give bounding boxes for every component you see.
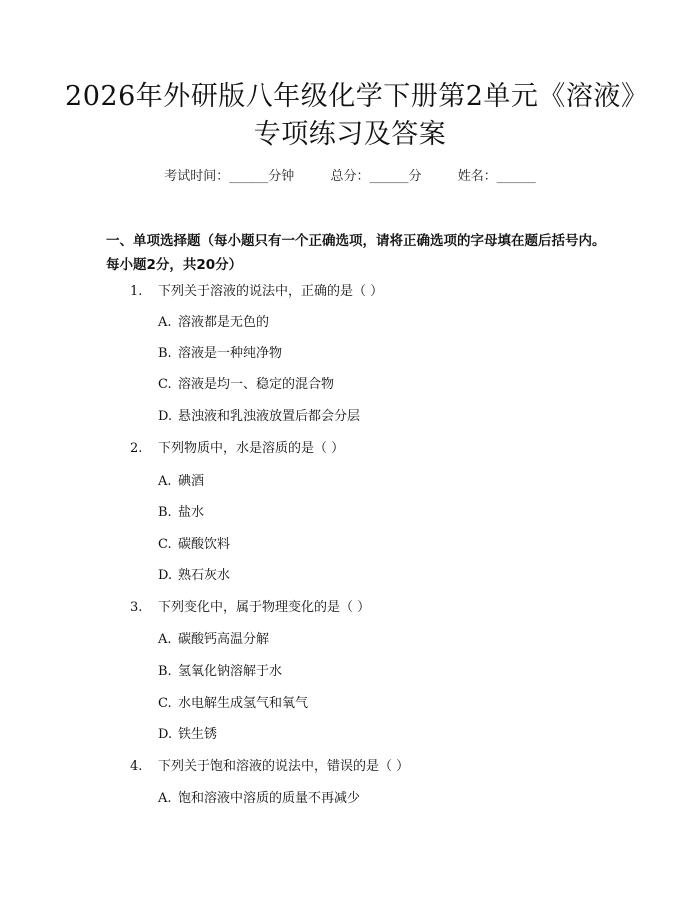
question-number: 2. — [130, 441, 143, 456]
question-3-option-a — [158, 630, 269, 650]
option-letter: C. — [158, 537, 172, 552]
section-title: 一、单项选择题（每小题只有一个正确选项，请将正确选项的字母填在题后括号内。每小题2分，共20分） — [106, 233, 606, 273]
question-number: 3. — [130, 600, 143, 615]
option-text: 碳酸钙高温分解 — [178, 632, 270, 647]
exam-time-label: 考试时间：______分钟 — [164, 169, 295, 184]
question-stem: 下列变化中，属于物理变化的是（ ） — [158, 600, 371, 615]
question-stem: 下列物质中，水是溶质的是（ ） — [158, 441, 345, 456]
option-letter: D. — [158, 409, 173, 424]
question-1-option-d — [158, 407, 360, 427]
option-text: 饱和溶液中溶质的质量不再减少 — [178, 791, 361, 806]
option-text: 溶液是一种纯净物 — [178, 346, 283, 361]
question-stem: 下列关于饱和溶液的说法中，错误的是（ ） — [158, 759, 410, 774]
option-letter: B. — [158, 346, 172, 361]
option-letter: D. — [158, 568, 173, 583]
question-number: 1. — [130, 284, 143, 299]
option-text: 碘酒 — [178, 474, 205, 489]
document-title: 2026年外研版八年级化学下册第2单元《溶液》专项练习及答案 — [65, 81, 635, 150]
option-letter: D. — [158, 727, 173, 742]
option-letter: A. — [158, 632, 172, 647]
question-2-option-b — [158, 503, 204, 523]
option-text: 碳酸饮料 — [178, 537, 231, 552]
question-4 — [130, 757, 409, 777]
question-3-option-c — [158, 694, 308, 714]
option-letter: A. — [158, 315, 172, 330]
question-1-option-a — [158, 313, 269, 333]
option-text: 悬浊液和乳浊液放置后都会分层 — [178, 409, 361, 424]
total-score-label: 总分：______分 — [330, 169, 422, 184]
option-letter: C. — [158, 696, 172, 711]
question-3 — [130, 598, 370, 618]
option-text: 氢氧化钠溶解于水 — [178, 664, 283, 679]
option-letter: C. — [158, 377, 172, 392]
question-3-option-d — [158, 725, 217, 745]
question-3-option-b — [158, 662, 282, 682]
question-2 — [130, 439, 344, 459]
option-text: 溶液是均一、稳定的混合物 — [178, 377, 335, 392]
option-text: 盐水 — [178, 505, 205, 520]
option-text: 溶液都是无色的 — [178, 315, 270, 330]
option-letter: B. — [158, 505, 172, 520]
question-1-option-c — [158, 375, 334, 395]
question-2-option-a — [158, 472, 204, 492]
question-number: 4. — [130, 759, 143, 774]
question-2-option-d — [158, 566, 230, 586]
option-letter: A. — [158, 791, 172, 806]
question-4-option-a — [158, 789, 360, 809]
exam-meta — [0, 167, 700, 187]
option-letter: A. — [158, 474, 172, 489]
option-text: 水电解生成氢气和氧气 — [178, 696, 309, 711]
option-text: 铁生锈 — [178, 727, 218, 742]
question-2-option-c — [158, 535, 230, 555]
option-letter: B. — [158, 664, 172, 679]
question-stem: 下列关于溶液的说法中，正确的是（ ） — [158, 284, 384, 299]
option-text: 熟石灰水 — [178, 568, 231, 583]
question-1 — [130, 282, 383, 302]
student-name-label: 姓名：______ — [457, 169, 536, 184]
question-1-option-b — [158, 344, 282, 364]
